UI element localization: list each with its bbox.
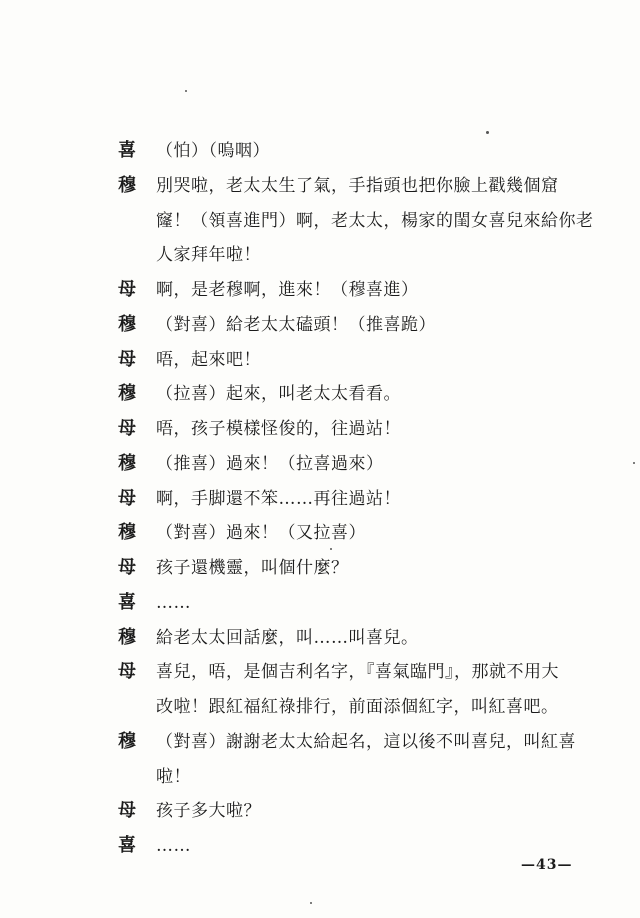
dialogue-text: 啊，手脚還不笨……再往過站！ <box>156 488 401 509</box>
scan-speck <box>633 462 635 464</box>
dialogue-text: 喜兒，唔，是個吉利名字，『喜氣臨門』，那就不用大 <box>156 662 559 683</box>
speaker-name: 穆 <box>118 626 136 648</box>
dialogue-text: （對喜）過來！（又拉喜） <box>156 523 366 544</box>
dialogue-text: （對喜）給老太太磕頭！（推喜跪） <box>156 314 436 335</box>
dialogue-text: 唔，孩子模樣怪俊的，往過站！ <box>156 419 401 439</box>
speaker-name: 穆 <box>118 730 136 752</box>
speaker-name: 穆 <box>118 452 136 474</box>
dialogue-text: 唔，起來吧！ <box>156 349 261 370</box>
speaker-name: 喜 <box>118 835 136 856</box>
scan-speck <box>330 548 332 550</box>
speaker-name: 母 <box>118 487 136 509</box>
dialogue-text: 啊，是老穆啊，進來！（穆喜進） <box>156 280 419 300</box>
speaker-name: 穆 <box>118 522 136 544</box>
scan-speck <box>486 131 489 134</box>
speaker-name: 穆 <box>118 174 136 196</box>
speaker-name: 母 <box>118 418 136 439</box>
dialogue-text: 啦！ <box>156 766 191 787</box>
dialogue-text: 孩子多大啦？ <box>156 801 261 822</box>
speaker-name: 母 <box>118 348 136 370</box>
dialogue-text: 窿！（領喜進門）啊，老太太，楊家的閨女喜兒來給你老 <box>156 210 594 231</box>
dialogue-text: …… <box>156 592 191 613</box>
speaker-name: 母 <box>118 800 136 822</box>
page-number: —43— <box>521 857 573 873</box>
dialogue-text: （推喜）過來！（拉喜過來） <box>156 453 384 474</box>
dialogue-text: 改啦！跟紅福紅祿排行，前面添個紅字，叫紅喜吧。 <box>156 697 559 717</box>
speaker-name: 母 <box>118 557 136 578</box>
dialogue-text: （怕）（嗚咽） <box>156 141 270 161</box>
speaker-name: 穆 <box>118 383 136 405</box>
dialogue-text: （對喜）謝謝老太太給起名，這以後不叫喜兒，叫紅喜 <box>156 731 576 752</box>
dialogue-text: （拉喜）起來，叫老太太看看。 <box>156 384 401 405</box>
dialogue-text: 孩子還機靈，叫個什麼？ <box>156 558 349 578</box>
scan-speck <box>310 902 312 904</box>
dialogue-text: 別哭啦，老太太生了氣，手指頭也把你臉上戳幾個窟 <box>156 175 559 196</box>
speaker-name: 母 <box>118 661 136 683</box>
dialogue-text: …… <box>156 836 191 856</box>
dialogue-text: 人家拜年啦！ <box>156 245 261 266</box>
scan-speck <box>185 90 187 92</box>
speaker-name: 喜 <box>118 140 136 161</box>
speaker-name: 喜 <box>118 591 136 613</box>
speaker-name: 母 <box>118 279 136 300</box>
speaker-name: 穆 <box>118 313 136 335</box>
dialogue-text: 給老太太回話麼，叫……叫喜兒。 <box>156 627 419 648</box>
